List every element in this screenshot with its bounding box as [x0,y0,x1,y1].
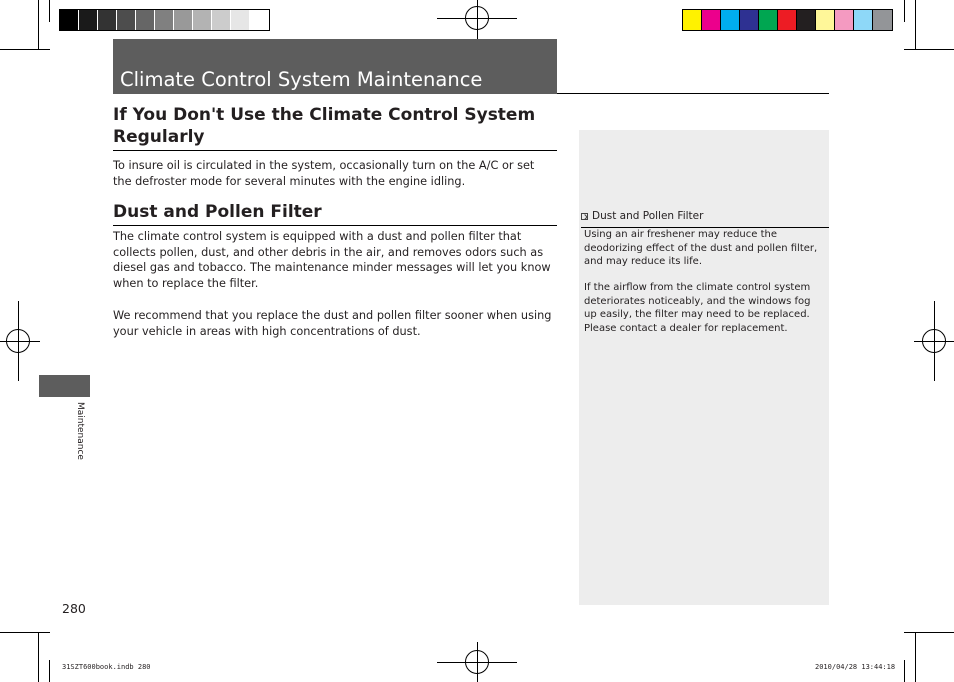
dust-filter-paragraph-1: The climate control system is equipped with a dust and pollen filter that collects pollen, dust, and other debris in the air, and removes odors such as diesel gas and tobacco. The maintenance minder messages will let you know when to replace the filter. [113,230,551,291]
color-swatch [702,10,721,30]
grey-color-bar [59,9,270,31]
color-swatch [174,10,193,30]
color-swatch [98,10,117,30]
note-arrow-icon [581,213,588,220]
sidebar-note-title [581,210,703,222]
chapter-tab-label: Maintenance [75,402,85,460]
color-swatch [79,10,98,30]
page-title: Climate Control System Maintenance [120,68,483,91]
color-swatch [193,10,212,30]
color-swatch [854,10,873,30]
color-swatch [778,10,797,30]
color-swatch [136,10,155,30]
color-swatch [60,10,79,30]
color-swatch [873,10,892,30]
color-swatch [155,10,174,30]
color-swatch [835,10,854,30]
color-swatch [740,10,759,30]
color-swatch [797,10,816,30]
color-swatch [250,10,269,30]
color-swatch [816,10,835,30]
footer-timestamp: 2010/04/28 13:44:18 [815,663,896,671]
sidebar-note-1: Using an air freshener may reduce the deodorizing effect of the dust and pollen filter, and may reduce its life. [584,229,818,267]
color-swatch [212,10,231,30]
section-heading-dust-filter: Dust and Pollen Filter [113,202,322,222]
climate-control-paragraph: To insure oil is circulated in the system, occasionally turn on the A/C or set the defroster mode for several minutes with the engine idling. [113,159,535,188]
color-swatch [683,10,702,30]
sidebar-notes-panel [579,130,829,605]
heading-line-1: If You Don't Use the Climate Control System [113,105,536,125]
heading-rule [113,150,557,151]
dust-filter-paragraph-2: We recommend that you replace the dust and pollen filter sooner when using your vehicle in areas with high concentrations of dust. [113,309,552,338]
footer-file-info: 31SZT600book.indb 280 [62,663,151,671]
color-swatch [231,10,250,30]
section-title-band [113,39,557,94]
heading-rule [113,225,557,226]
color-swatch [117,10,136,30]
heading-line-2: Regularly [113,127,205,147]
note-title-text: Dust and Pollen Filter [592,210,704,222]
cmyk-color-bar [682,9,893,31]
title-rule [557,93,829,94]
color-swatch [721,10,740,30]
sidebar-note-2: If the airflow from the climate control system deteriorates noticeably, and the windows fog up easily, the filter may need to be replaced. Please contact a dealer for replacement. [584,282,811,334]
color-swatch [759,10,778,30]
chapter-tab [39,375,90,397]
page-number: 280 [62,601,86,616]
section-heading-climate-control [113,104,553,148]
